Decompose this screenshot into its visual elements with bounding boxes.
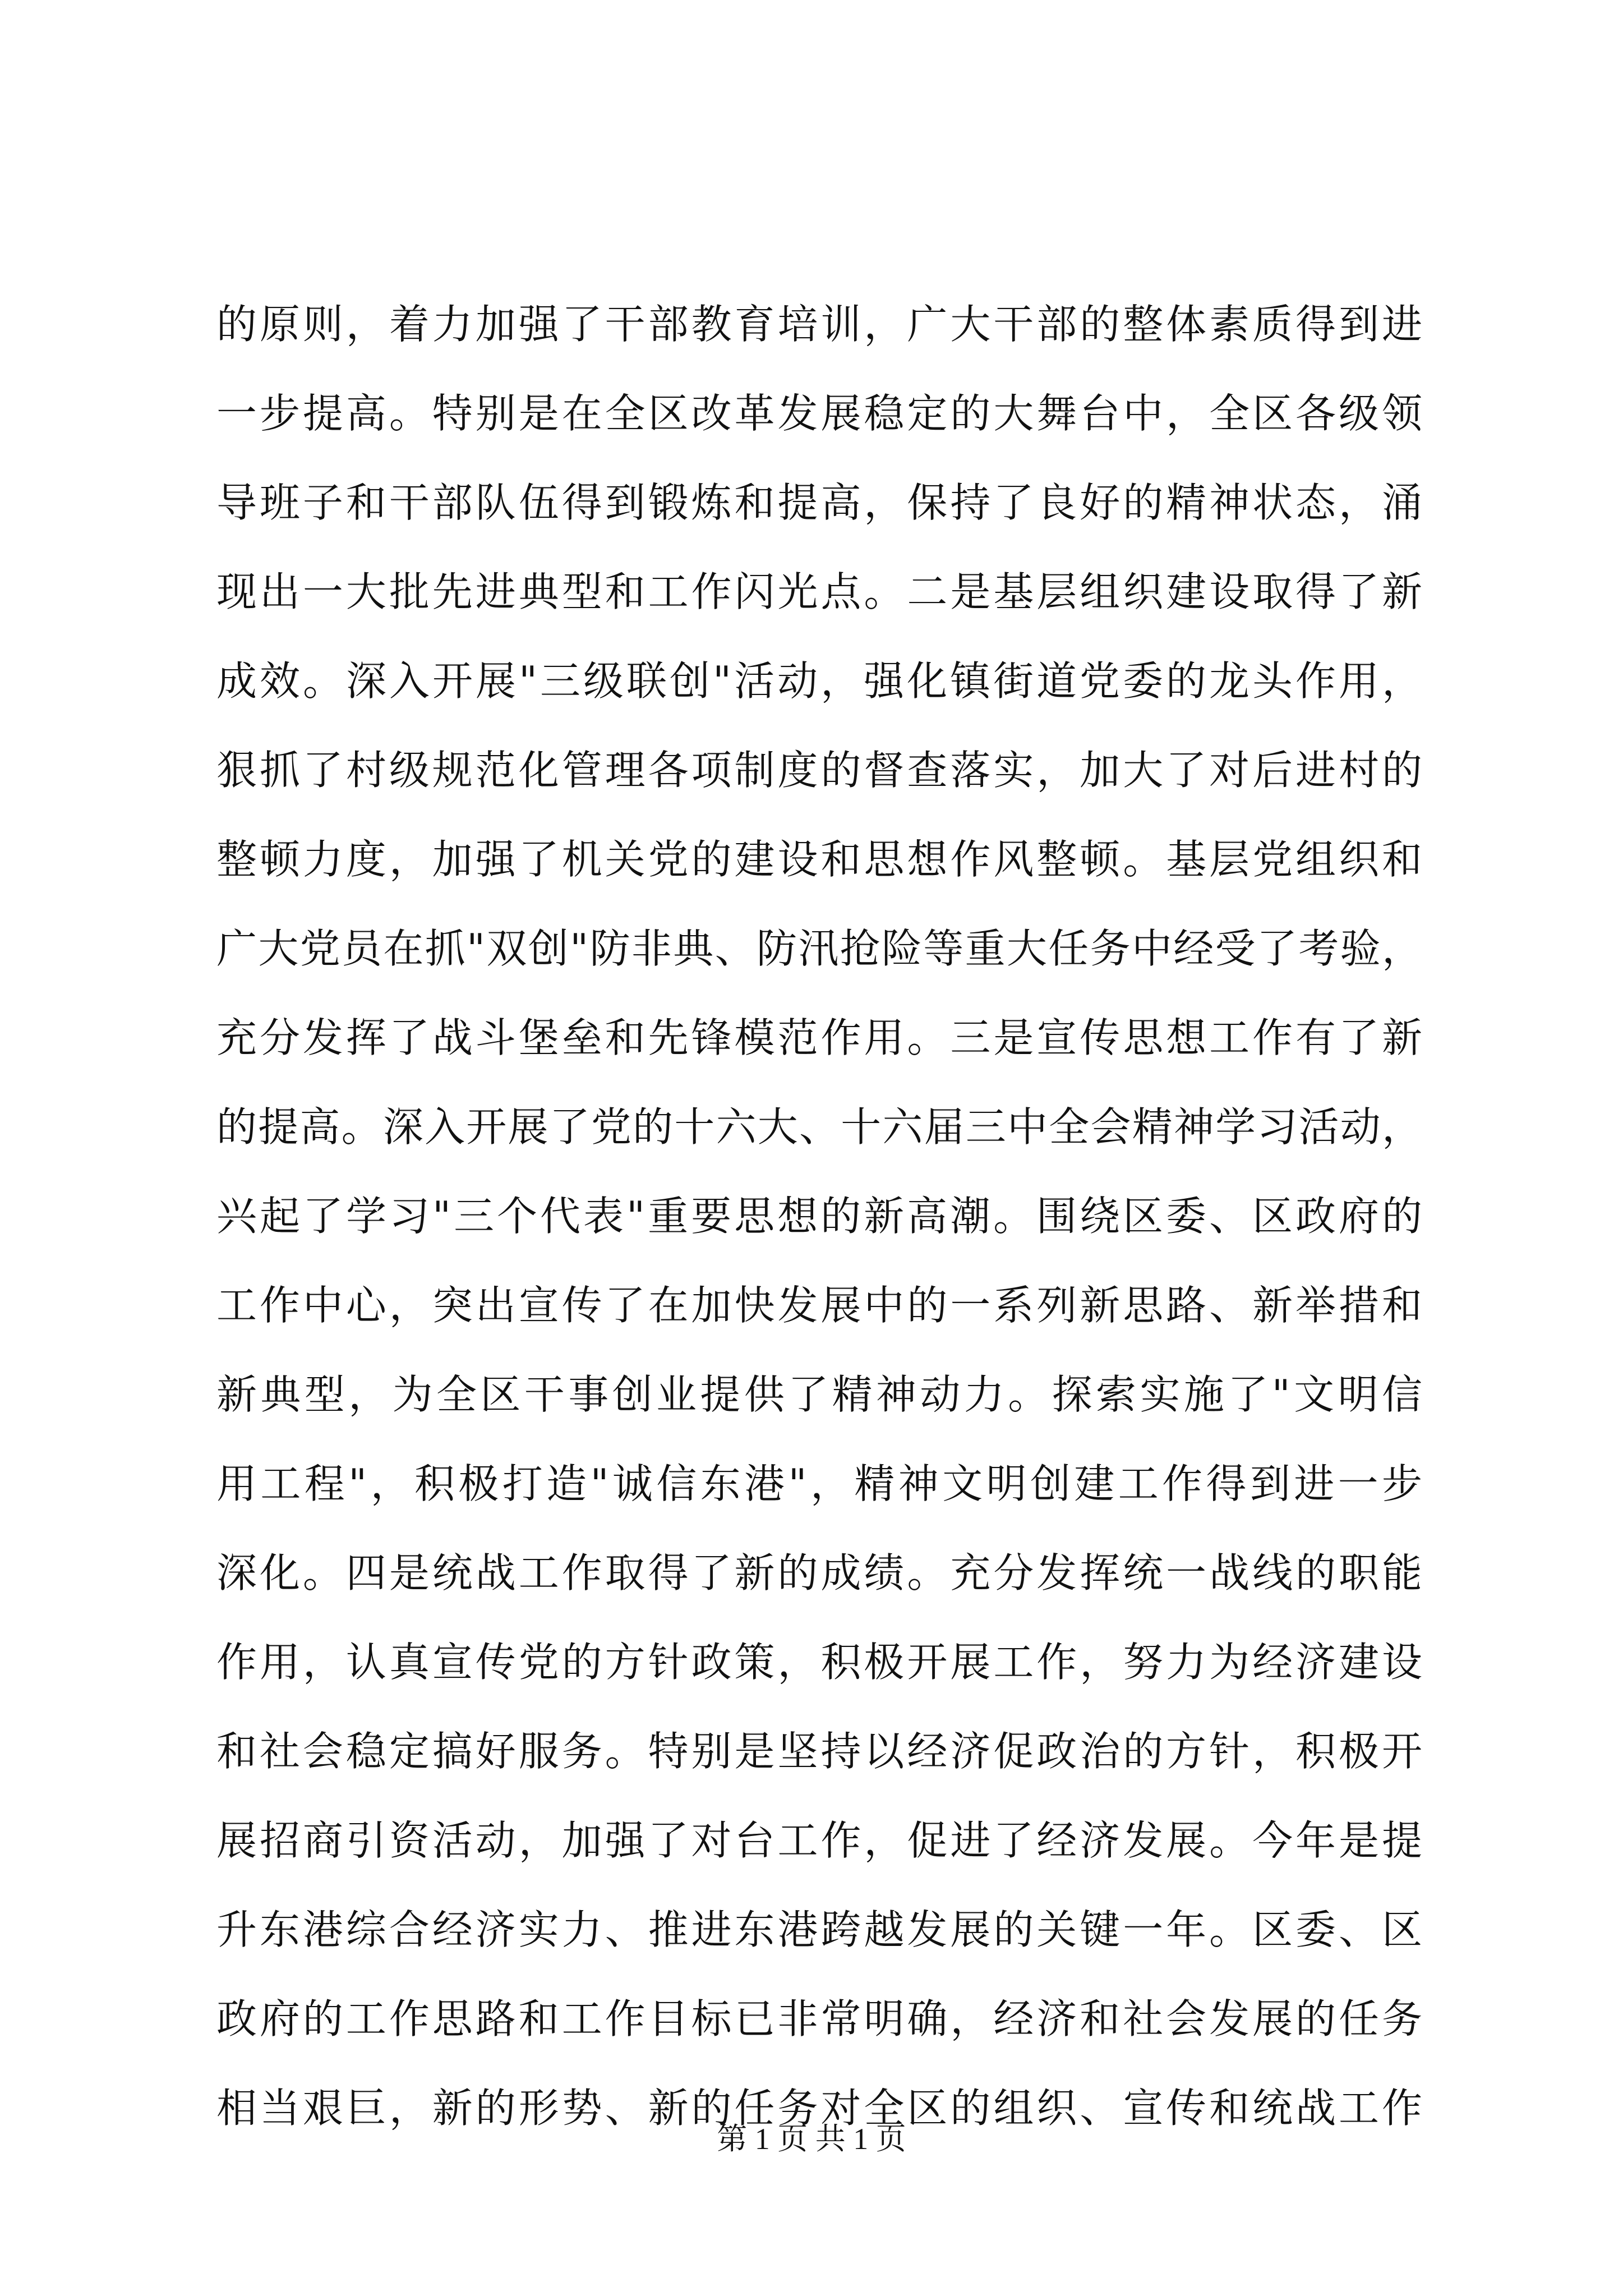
- text-line: 狠抓了村级规范化管理各项制度的督查落实，加大了对后进村的: [216, 747, 1422, 794]
- text-line: 兴起了学习"三个代表"重要思想的新高潮。围绕区委、区政府的: [216, 1193, 1422, 1240]
- text-line: 相当艰巨，新的形势、新的任务对全区的组织、宣传和统战工作: [216, 2085, 1422, 2132]
- text-line: 的提高。深入开展了党的十六大、十六届三中全会精神学习活动，: [216, 1103, 1422, 1151]
- text-line: 升东港综合经济实力、推进东港跨越发展的关键一年。区委、区: [216, 1906, 1422, 1953]
- text-line: 深化。四是统战工作取得了新的成绩。充分发挥统一战线的职能: [216, 1549, 1422, 1596]
- text-line: 政府的工作思路和工作目标已非常明确，经济和社会发展的任务: [216, 1995, 1422, 2042]
- text-line: 新典型，为全区干事创业提供了精神动力。探索实施了"文明信: [216, 1371, 1422, 1418]
- text-line: 工作中心，突出宣传了在加快发展中的一系列新思路、新举措和: [216, 1282, 1422, 1329]
- text-line: 的原则，着力加强了干部教育培训，广大干部的整体素质得到进: [216, 301, 1422, 348]
- page-number-label: 第 1 页 共 1 页: [717, 2122, 906, 2156]
- text-line: 成效。深入开展"三级联创"活动，强化镇街道党委的龙头作用，: [216, 657, 1422, 705]
- text-line: 整顿力度，加强了机关党的建设和思想作风整顿。基层党组织和: [216, 836, 1422, 883]
- text-line: 导班子和干部队伍得到锻炼和提高，保持了良好的精神状态，涌: [216, 479, 1422, 526]
- body-text: [216, 291, 1422, 2164]
- text-line: 作用，认真宣传党的方针政策，积极开展工作，努力为经济建设: [216, 1639, 1422, 1686]
- text-line: 广大党员在抓"双创"防非典、防汛抢险等重大任务中经受了考验，: [216, 925, 1422, 972]
- text-line: 和社会稳定搞好服务。特别是坚持以经济促政治的方针，积极开: [216, 1728, 1422, 1775]
- text-line: 展招商引资活动，加强了对台工作，促进了经济发展。今年是提: [216, 1817, 1422, 1864]
- page-footer: [0, 2115, 1623, 2158]
- text-line: 充分发挥了战斗堡垒和先锋模范作用。三是宣传思想工作有了新: [216, 1014, 1422, 1061]
- text-line: 一步提高。特别是在全区改革发展稳定的大舞台中，全区各级领: [216, 390, 1422, 437]
- text-line: 用工程"，积极打造"诚信东港"，精神文明创建工作得到进一步: [216, 1460, 1422, 1507]
- text-line: 现出一大批先进典型和工作闪光点。二是基层组织建设取得了新: [216, 568, 1422, 615]
